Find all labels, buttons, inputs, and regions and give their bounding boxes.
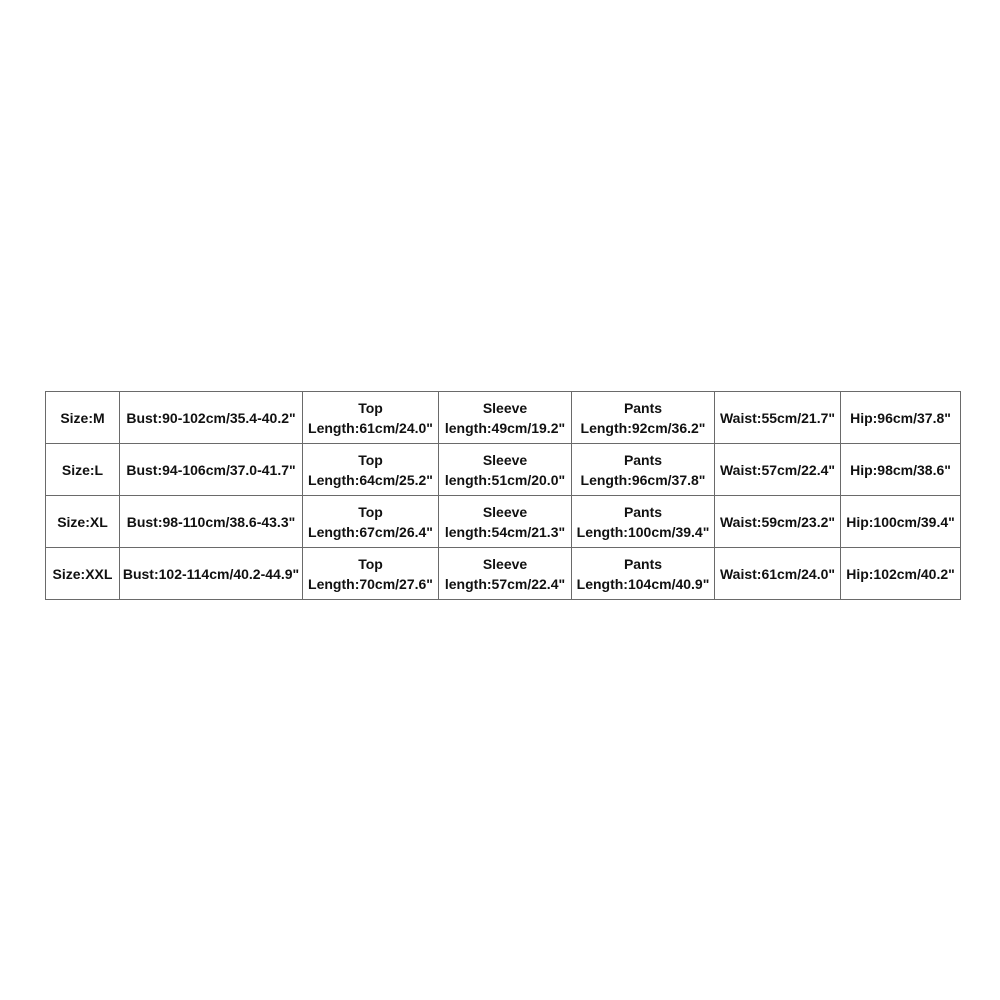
top-length-label: Top [358, 555, 383, 572]
size-row-xl [46, 496, 961, 548]
bust-cell: Bust:102-114cm/40.2-44.9" [120, 548, 303, 600]
top-length-cell [303, 548, 439, 600]
sleeve-length-value: length:51cm/20.0" [444, 471, 566, 488]
top-length-value: Length:64cm/25.2" [308, 471, 433, 488]
size-cell: Size:XL [46, 496, 120, 548]
size-row-m [46, 392, 961, 444]
size-row-l [46, 444, 961, 496]
top-length-cell [303, 392, 439, 444]
pants-length-value: Length:96cm/37.8" [580, 471, 706, 488]
waist-cell: Waist:55cm/21.7" [715, 392, 841, 444]
sleeve-length-cell [439, 444, 572, 496]
sleeve-length-label: Sleeve [482, 399, 528, 416]
sleeve-length-cell [439, 392, 572, 444]
sleeve-length-value: length:49cm/19.2" [444, 419, 566, 436]
pants-length-label: Pants [623, 451, 663, 468]
pants-length-value: Length:104cm/40.9" [576, 575, 710, 592]
sleeve-length-label: Sleeve [482, 451, 528, 468]
waist-cell: Waist:59cm/23.2" [715, 496, 841, 548]
size-cell: Size:M [46, 392, 120, 444]
top-length-cell [303, 496, 439, 548]
hip-cell: Hip:98cm/38.6" [841, 444, 961, 496]
sleeve-length-value: length:54cm/21.3" [444, 523, 566, 540]
top-length-label: Top [358, 451, 383, 468]
hip-cell: Hip:96cm/37.8" [841, 392, 961, 444]
size-row-xxl [46, 548, 961, 600]
top-length-value: Length:61cm/24.0" [308, 419, 433, 436]
pants-length-value: Length:100cm/39.4" [576, 523, 710, 540]
pants-length-cell [572, 392, 715, 444]
hip-cell: Hip:102cm/40.2" [841, 548, 961, 600]
pants-length-cell [572, 444, 715, 496]
sleeve-length-cell [439, 548, 572, 600]
size-chart-table [45, 391, 961, 600]
waist-cell: Waist:61cm/24.0" [715, 548, 841, 600]
waist-cell: Waist:57cm/22.4" [715, 444, 841, 496]
pants-length-label: Pants [623, 399, 663, 416]
pants-length-label: Pants [623, 555, 663, 572]
pants-length-cell [572, 548, 715, 600]
sleeve-length-label: Sleeve [482, 503, 528, 520]
size-cell: Size:XXL [46, 548, 120, 600]
pants-length-cell [572, 496, 715, 548]
sleeve-length-cell [439, 496, 572, 548]
bust-cell: Bust:90-102cm/35.4-40.2" [120, 392, 303, 444]
hip-cell: Hip:100cm/39.4" [841, 496, 961, 548]
top-length-cell [303, 444, 439, 496]
top-length-label: Top [358, 503, 383, 520]
bust-cell: Bust:94-106cm/37.0-41.7" [120, 444, 303, 496]
bust-cell: Bust:98-110cm/38.6-43.3" [120, 496, 303, 548]
top-length-label: Top [358, 399, 383, 416]
pants-length-value: Length:92cm/36.2" [580, 419, 706, 436]
sleeve-length-value: length:57cm/22.4" [444, 575, 566, 592]
size-cell: Size:L [46, 444, 120, 496]
sleeve-length-label: Sleeve [482, 555, 528, 572]
top-length-value: Length:70cm/27.6" [308, 575, 433, 592]
pants-length-label: Pants [623, 503, 663, 520]
top-length-value: Length:67cm/26.4" [308, 523, 433, 540]
